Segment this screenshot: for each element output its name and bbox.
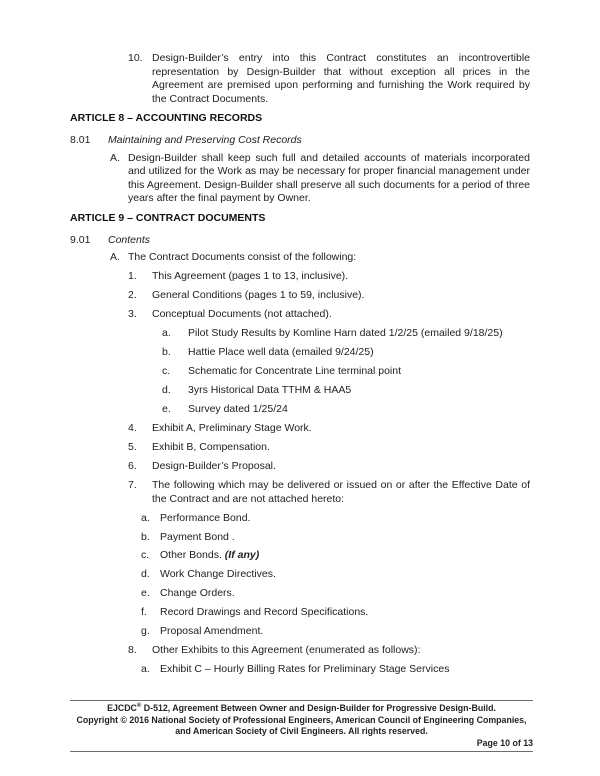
section-9-01 bbox=[70, 234, 530, 248]
list-item-8a bbox=[70, 663, 530, 677]
footer-line-1-rest: D-512, Agreement Between Owner and Design-Builder for Progressive Design-Build. bbox=[141, 703, 496, 713]
list-marker: 2. bbox=[128, 289, 137, 302]
list-item-4 bbox=[70, 422, 530, 436]
section-title: Maintaining and Preserving Cost Records bbox=[108, 133, 302, 146]
list-marker: a. bbox=[141, 511, 150, 524]
list-item-2 bbox=[70, 289, 530, 303]
list-marker: a. bbox=[162, 327, 171, 340]
list-marker: c. bbox=[162, 365, 171, 378]
list-item-text: General Conditions (pages 1 to 59, inclusive). bbox=[152, 289, 365, 302]
paragraph-text: The Contract Documents consist of the following: bbox=[128, 251, 357, 264]
list-item-text: Survey dated 1/25/24 bbox=[188, 403, 288, 415]
footer-line-3: and American Society of Civil Engineers. All rights reserved. bbox=[175, 726, 428, 736]
list-item-text: Payment Bond . bbox=[160, 530, 235, 543]
list-item-3e bbox=[70, 403, 530, 417]
list-item-7f bbox=[70, 606, 530, 620]
list-item-7g bbox=[70, 625, 530, 639]
list-marker: b. bbox=[141, 530, 150, 543]
list-item-text: The following which may be delivered or issued on or after the Effective Date of the Contract and are not attached hereto: bbox=[152, 478, 530, 505]
list-marker: 1. bbox=[128, 270, 137, 283]
list-marker: 5. bbox=[128, 440, 137, 453]
paragraph-8-01-A bbox=[70, 152, 530, 206]
list-item-text: Exhibit C – Hourly Billing Rates for Preliminary Stage Services bbox=[160, 663, 450, 676]
footer-line-2: Copyright © 2016 National Society of Professional Engineers, American Council of Engineering Companies, bbox=[76, 714, 527, 725]
list-item-text: Hattie Place well data (emailed 9/24/25) bbox=[188, 346, 374, 359]
list-marker: c. bbox=[141, 549, 150, 562]
list-marker: A. bbox=[110, 251, 120, 264]
list-item-7c bbox=[70, 549, 530, 563]
article-9-heading: ARTICLE 9 – CONTRACT DOCUMENTS bbox=[70, 211, 266, 224]
section-8-01 bbox=[70, 134, 530, 148]
list-item-text: Exhibit B, Compensation. bbox=[152, 440, 270, 453]
page-number: Page 10 of 13 bbox=[476, 737, 533, 748]
list-marker: e. bbox=[141, 587, 150, 600]
list-item-8 bbox=[70, 644, 530, 658]
list-marker: 10. bbox=[128, 52, 143, 64]
list-item-text: Exhibit A, Preliminary Stage Work. bbox=[152, 421, 312, 434]
list-marker: g. bbox=[141, 625, 150, 638]
list-item-3a bbox=[70, 327, 530, 341]
list-item-7e bbox=[70, 587, 530, 601]
list-marker: 3. bbox=[128, 308, 137, 321]
list-item-text: Work Change Directives. bbox=[160, 568, 276, 581]
list-item-5 bbox=[70, 441, 530, 455]
section-title: Contents bbox=[108, 233, 151, 246]
list-item-3c bbox=[70, 365, 530, 379]
list-item-text: Schematic for Concentrate Line terminal point bbox=[188, 365, 402, 378]
list-item-3d bbox=[70, 384, 530, 398]
list-item-7b bbox=[70, 531, 530, 545]
page-footer bbox=[70, 700, 533, 752]
list-item-7 bbox=[70, 479, 530, 506]
list-item-3b bbox=[70, 346, 530, 360]
if-any-emphasis: (If any) bbox=[224, 549, 260, 562]
list-item-text: Design-Builder’s Proposal. bbox=[152, 459, 276, 472]
list-item-text: 3yrs Historical Data TTHM & HAA5 bbox=[188, 384, 352, 397]
paragraph-text: Design-Builder shall keep such full and detailed accounts of materials incorporated and utilized for the Work as may be necessary for proper financial management under this Agreement. Design-Builder shall preserve all such documents for a period of three years after the final payment by Owner. bbox=[128, 151, 530, 205]
list-marker: d. bbox=[141, 568, 150, 581]
list-marker: b. bbox=[162, 346, 171, 359]
list-item-7d bbox=[70, 568, 530, 582]
list-marker: d. bbox=[162, 384, 171, 397]
list-marker: 8. bbox=[128, 644, 137, 657]
registered-trademark-symbol: ® bbox=[136, 703, 142, 710]
list-marker: 7. bbox=[128, 478, 137, 491]
list-item-text: This Agreement (pages 1 to 13, inclusive). bbox=[152, 270, 349, 283]
paragraph-9-01-A bbox=[70, 251, 530, 265]
list-marker: A. bbox=[110, 151, 120, 164]
list-item-text: Performance Bond. bbox=[160, 511, 251, 524]
list-item-1 bbox=[70, 270, 530, 284]
list-item-text: Record Drawings and Record Specifications. bbox=[160, 606, 369, 619]
list-item-6 bbox=[70, 460, 530, 474]
list-item-text: Pilot Study Results by Komline Harn dated 1/2/25 (emailed 9/18/25) bbox=[188, 327, 503, 340]
list-item-text: Change Orders. bbox=[160, 587, 235, 600]
list-item-7a bbox=[70, 512, 530, 526]
list-item-text: Conceptual Documents (not attached). bbox=[152, 308, 332, 321]
footer-line-1 bbox=[70, 703, 533, 715]
section-number: 9.01 bbox=[70, 233, 91, 246]
list-item-3 bbox=[70, 308, 530, 322]
paragraph-text: Design-Builder’s entry into this Contract constitutes an incontrovertible representation by Design-Builder that without exception all prices in the Agreement are premised upon performing and furnishing the Work required by the Contract Documents. bbox=[152, 52, 530, 105]
list-marker: 6. bbox=[128, 459, 137, 472]
list-marker: e. bbox=[162, 403, 171, 415]
list-item-text-main: Other Bonds. bbox=[160, 549, 225, 562]
list-marker: 4. bbox=[128, 421, 137, 434]
list-item-text bbox=[160, 549, 530, 563]
article-8-heading: ARTICLE 8 – ACCOUNTING RECORDS bbox=[70, 112, 263, 125]
list-marker: a. bbox=[141, 663, 150, 676]
list-item-text: Other Exhibits to this Agreement (enumerated as follows): bbox=[152, 644, 421, 657]
section-number: 8.01 bbox=[70, 133, 91, 146]
list-marker: f. bbox=[141, 606, 147, 619]
footer-brand: EJCDC bbox=[107, 703, 137, 713]
list-item-10 bbox=[70, 52, 530, 106]
list-item-text: Proposal Amendment. bbox=[160, 625, 264, 638]
